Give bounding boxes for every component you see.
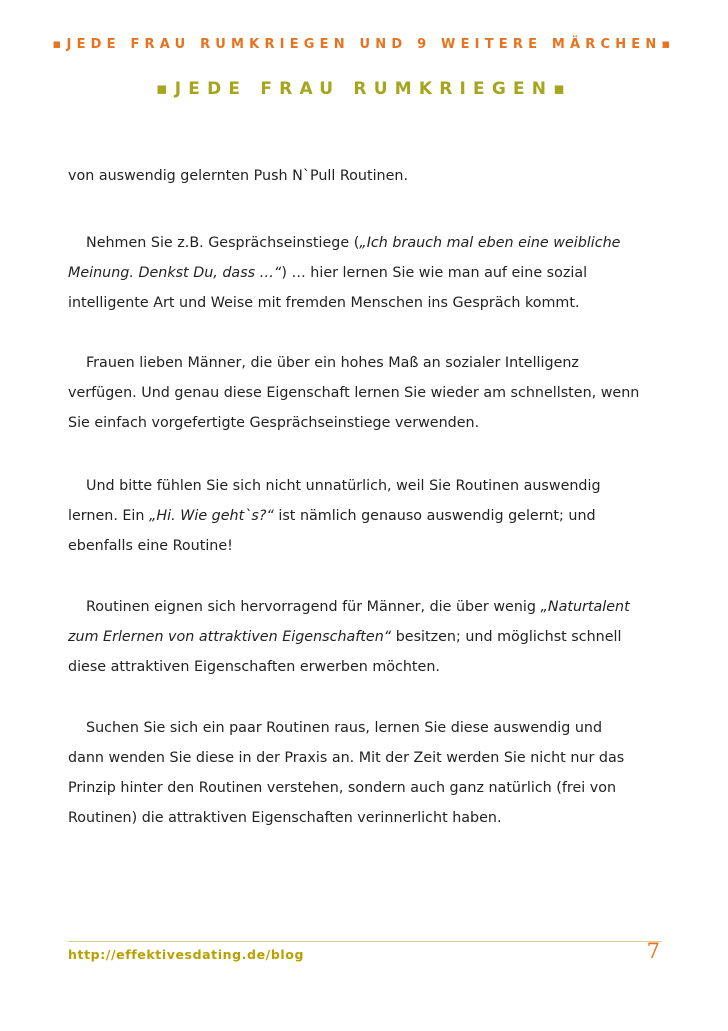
paragraph-3 [68,471,668,561]
quote-run: „Naturtalent [540,599,630,615]
running-header: ▪JEDE FRAU RUMKRIEGEN UND 9 WEITERE MÄRCHEN▪ [52,37,676,52]
text-line [68,501,668,531]
footer-divider [68,941,662,942]
text-line [68,592,668,622]
footer-blog-link[interactable]: http://effektivesdating.de/blog [68,947,304,962]
quote-run: Meinung. Denkst Du, dass …“ [68,265,282,281]
text-line: dann wenden Sie diese in der Praxis an. Mit der Zeit werden Sie nicht nur das [68,750,625,766]
paragraph-4 [68,592,668,682]
quote-run: zum Erlernen von attraktiven Eigenschaften“ [68,629,392,645]
text-line: diese attraktiven Eigenschaften erwerben möchten. [68,659,440,675]
paragraph-2 [68,348,668,438]
text-run: Routinen eignen sich hervorragend für Männer, die über wenig [86,599,541,615]
text-line: verfügen. Und genau diese Eigenschaft lernen Sie wieder am schnellsten, wenn [68,385,640,401]
text-line: Sie einfach vorgefertigte Gesprächseinstiege verwenden. [68,415,480,431]
text-run: Nehmen Sie z.B. Gesprächseinstiege ( [86,235,360,251]
chapter-title: ▪JEDE FRAU RUMKRIEGEN▪ [156,79,572,99]
text-line: von auswendig gelernten Push N`Pull Routinen. [68,168,409,184]
text-run: lernen. Ein [68,508,150,524]
text-run: ist nämlich genauso auswendig gelernt; und [273,508,596,524]
text-line: ebenfalls eine Routine! [68,538,233,554]
paragraph-5 [68,713,668,833]
text-run: besitzen; und möglichst schnell [391,629,622,645]
text-line: Prinzip hinter den Routinen verstehen, sondern auch ganz natürlich (frei von [68,780,617,796]
text-line [68,258,668,288]
page-number: 7 [646,939,660,963]
quote-run: „Ich brauch mal eben eine weibliche [359,235,621,251]
text-run: ) … hier lernen Sie wie man auf eine sozial [281,265,588,281]
text-line: Und bitte fühlen Sie sich nicht unnatürlich, weil Sie Routinen auswendig [86,478,601,494]
text-line: intelligente Art und Weise mit fremden Menschen ins Gespräch kommt. [68,295,580,311]
text-line: Frauen lieben Männer, die über ein hohes Maß an sozialer Intelligenz [86,355,579,371]
text-line: Routinen) die attraktiven Eigenschaften verinnerlicht haben. [68,810,502,826]
quote-run: „Hi. Wie geht`s?“ [149,508,274,524]
paragraph-1 [68,228,668,318]
text-line [68,622,668,652]
text-line: Suchen Sie sich ein paar Routinen raus, lernen Sie diese auswendig und [86,720,603,736]
paragraph-0 [68,161,668,191]
text-line [68,228,668,258]
